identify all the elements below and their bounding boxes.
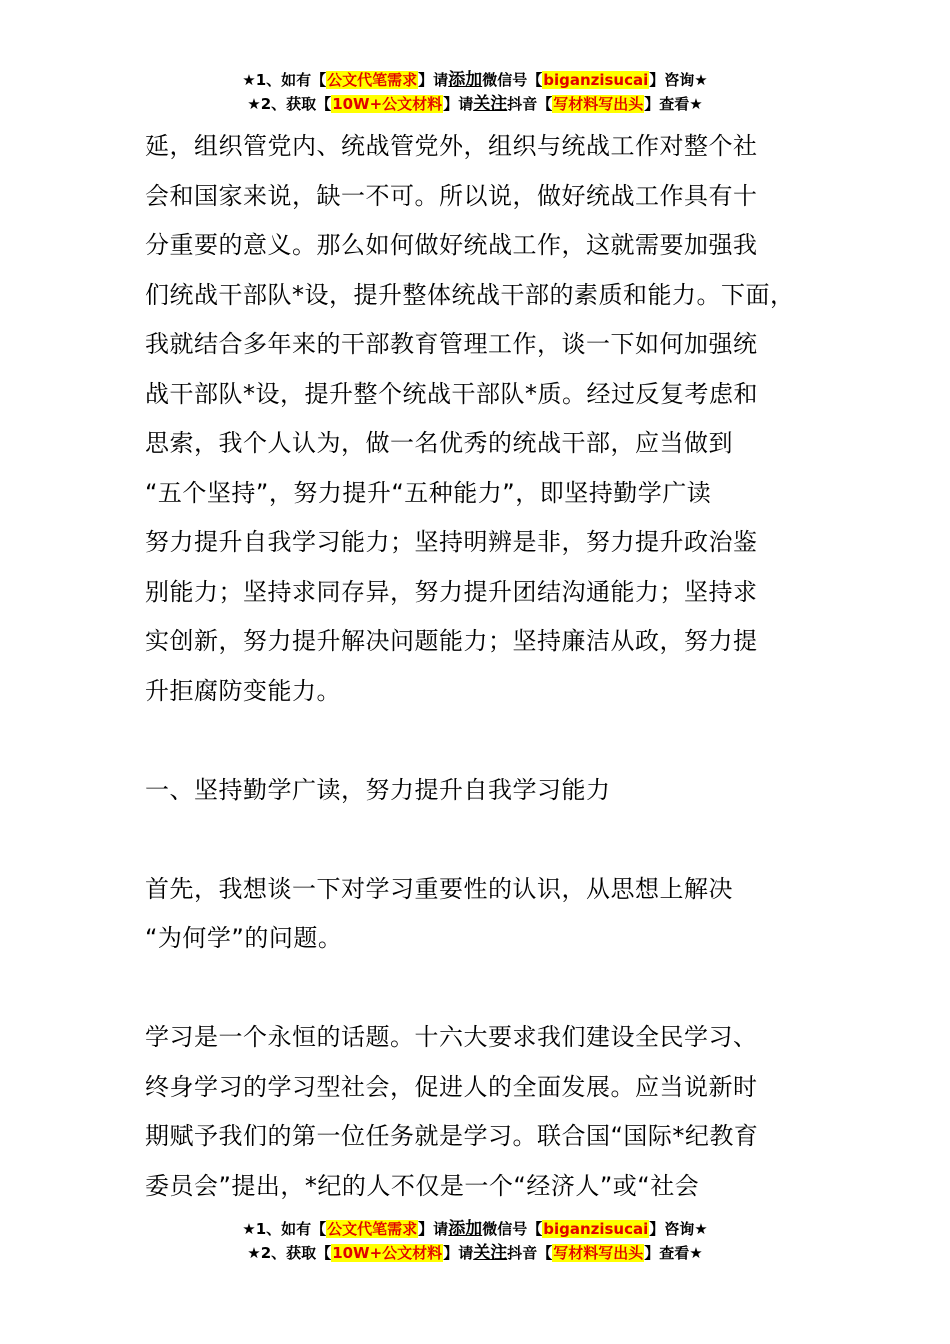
banner-text: 】请 [418, 1220, 449, 1238]
text-line: 思索，我个人认为，做一名优秀的统战干部，应当做到 [145, 429, 733, 457]
paragraph-first [145, 865, 835, 964]
banner-text: 微信号【 [482, 1220, 543, 1238]
banner-line-2 [0, 92, 950, 116]
text-line: 升拒腐防变能力。 [145, 676, 341, 705]
banner-text: 】咨询★ [649, 1220, 708, 1238]
paragraph-learning [145, 1013, 835, 1211]
highlight-wechat-id: biganzisucai [543, 1220, 649, 1238]
banner-text: 】查看★ [644, 1244, 703, 1262]
banner-underline-add: 添加 [448, 70, 483, 90]
banner-text: 抖音【 [507, 95, 553, 113]
highlight-service: 公文代笔需求 [327, 71, 418, 89]
text-line: 们统战干部队*设，提升整体统战干部的素质和能力。下面， [145, 280, 795, 309]
text-line: 首先，我想谈一下对学习重要性的认识，从思想上解决 [145, 874, 733, 903]
banner-text: 】请 [443, 1244, 474, 1262]
text-line: 战干部队*设，提升整个统战干部队*质。经过反复考虑和 [145, 379, 758, 408]
highlight-douyin-id: 写材料写出头 [553, 1244, 644, 1262]
banner-text: 】咨询★ [649, 71, 708, 89]
banner-underline-follow: 关注 [473, 1243, 508, 1263]
paragraph-intro [145, 122, 835, 716]
banner-line-2 [0, 1241, 950, 1265]
text-line: 实创新，努力提升解决问题能力；坚持廉洁从政，努力提 [145, 627, 758, 655]
text-line: “为何学”的问题。 [145, 924, 343, 952]
highlight-wechat-id: biganzisucai [543, 71, 649, 89]
banner-line-1 [0, 68, 950, 92]
banner-text: 抖音【 [507, 1244, 553, 1262]
banner-underline-follow: 关注 [473, 94, 508, 114]
bottom-banner [0, 1217, 950, 1265]
text-line: 学习是一个永恒的话题。十六大要求我们建设全民学习、 [145, 1023, 758, 1051]
text-line: 我就结合多年来的干部教育管理工作，谈一下如何加强统 [145, 330, 758, 358]
text-line: 委员会”提出，*纪的人不仅是一个“经济人”或“社会 [145, 1171, 700, 1200]
banner-text: ★1、如有【 [242, 71, 327, 89]
banner-text: ★2、获取【 [247, 95, 332, 113]
banner-text: 】请 [418, 71, 449, 89]
text-line: 延，组织管党内、统战管党外，组织与统战工作对整个社 [145, 132, 758, 160]
text-line: 会和国家来说，缺一不可。所以说，做好统战工作具有十 [145, 181, 758, 210]
banner-text: 】请 [443, 95, 474, 113]
document-body [145, 122, 835, 1211]
highlight-service: 公文代笔需求 [327, 1220, 418, 1238]
text-line: 努力提升自我学习能力；坚持明辨是非，努力提升政治鉴 [145, 528, 758, 556]
banner-text: 微信号【 [482, 71, 543, 89]
banner-text: ★2、获取【 [247, 1244, 332, 1262]
text-line: 分重要的意义。那么如何做好统战工作，这就需要加强我 [145, 231, 758, 259]
text-line: 别能力；坚持求同存异，努力提升团结沟通能力；坚持求 [145, 577, 758, 606]
banner-underline-add: 添加 [448, 1219, 483, 1239]
text-line: 期赋予我们的第一位任务就是学习。联合国“国际*纪教育 [145, 1122, 759, 1150]
highlight-materials: 10W+公文材料 [332, 1244, 443, 1262]
highlight-douyin-id: 写材料写出头 [553, 95, 644, 113]
highlight-materials: 10W+公文材料 [332, 95, 443, 113]
text-line: “五个坚持”，努力提升“五种能力”，即坚持勤学广读 [145, 478, 712, 507]
banner-text: 】查看★ [644, 95, 703, 113]
banner-text: ★1、如有【 [242, 1220, 327, 1238]
top-banner [0, 68, 950, 116]
banner-line-1 [0, 1217, 950, 1241]
section-heading: 一、坚持勤学广读，努力提升自我学习能力 [145, 775, 611, 804]
text-line: 终身学习的学习型社会，促进人的全面发展。应当说新时 [145, 1072, 758, 1101]
